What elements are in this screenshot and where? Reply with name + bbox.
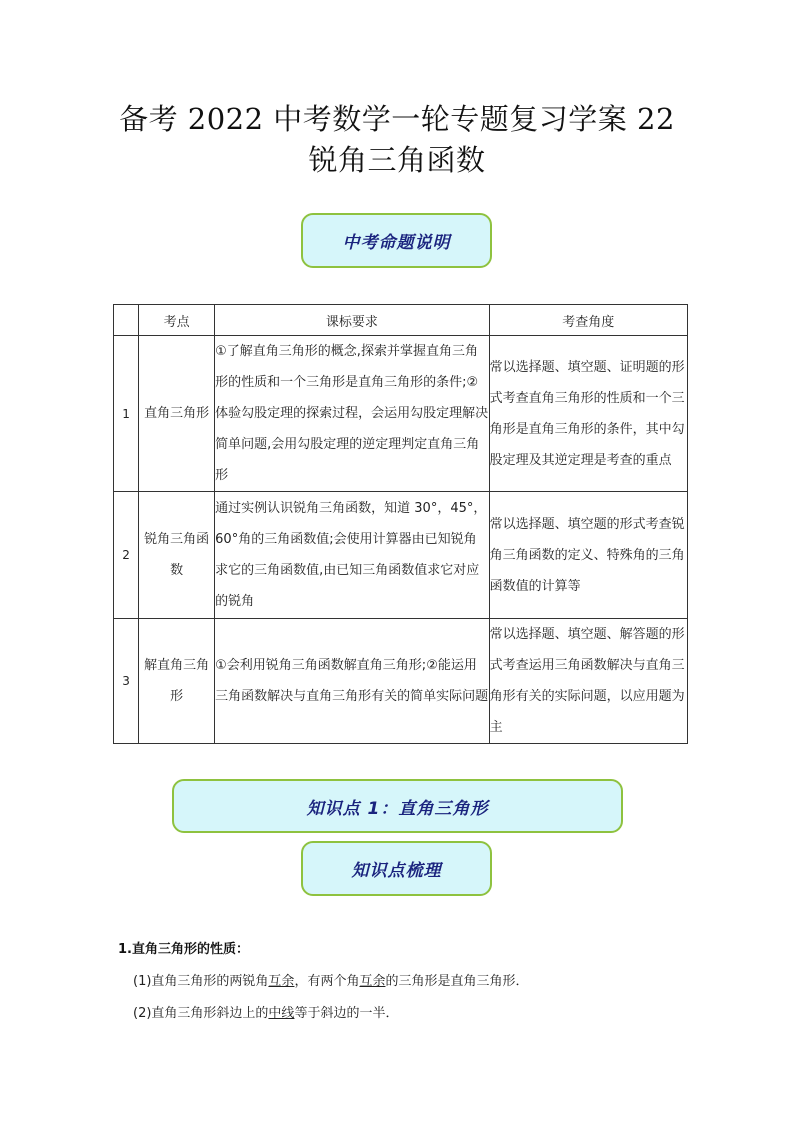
table-header-angle: 考查角度	[489, 305, 687, 336]
row-index: 3	[114, 619, 139, 744]
table-header-index	[114, 305, 139, 336]
table-header-requirement: 课标要求	[215, 305, 489, 336]
row-requirement: ①会利用锐角三角函数解直角三角形;②能运用三角函数解决与直角三角形有关的简单实际问题	[215, 619, 489, 744]
row-angle: 常以选择题、填空题、证明题的形式考查直角三角形的性质和一个三角形是直角三角形的条件，其中勾股定理及其逆定理是考查的重点	[489, 336, 687, 492]
property-paragraph-2	[133, 1002, 398, 1021]
document-title-line2: 锐角三角函数	[308, 143, 486, 177]
property-paragraph-1	[133, 970, 528, 989]
row-point: 直角三角形	[139, 336, 215, 492]
table-row	[114, 336, 688, 492]
p2-underlined-term: 中线	[268, 1006, 295, 1021]
row-requirement: 通过实例认识锐角三角函数，知道 30°，45°，60°角的三角函数值;会使用计算器由已知锐角求它的三角函数值,由已知三角函数值求它对应的锐角	[215, 492, 489, 619]
p1-text-a: (1)直角三角形的两锐角	[133, 974, 269, 989]
table-row	[114, 492, 688, 619]
p1-text-c: ，有两个角	[294, 974, 360, 989]
table-header-row	[114, 305, 688, 336]
table-row	[114, 619, 688, 744]
row-index: 2	[114, 492, 139, 619]
exam-note-banner: 中考命题说明	[301, 213, 492, 268]
row-index: 1	[114, 336, 139, 492]
p1-underlined-term-2: 互余	[359, 974, 386, 989]
row-point: 解直角三角形	[139, 619, 215, 744]
exam-spec-table	[113, 304, 688, 744]
p2-text-a: (2)直角三角形斜边上的	[133, 1006, 269, 1021]
table-header-point: 考点	[139, 305, 215, 336]
row-angle: 常以选择题、填空题、解答题的形式考查运用三角函数解决与直角三角形有关的实际问题，以应用题为主	[489, 619, 687, 744]
review-banner: 知识点梳理	[301, 841, 492, 896]
knowledge-point-banner: 知识点 1：直角三角形	[172, 779, 623, 833]
p1-underlined-term-1: 互余	[268, 974, 295, 989]
p2-text-c: 等于斜边的一半．	[294, 1006, 399, 1021]
document-title-line1: 备考 2022 中考数学一轮专题复习学案 22	[119, 102, 675, 136]
section-heading: 1.直角三角形的性质：	[118, 942, 249, 957]
row-angle: 常以选择题、填空题的形式考查锐角三角函数的定义、特殊角的三角函数值的计算等	[489, 492, 687, 619]
row-requirement: ①了解直角三角形的概念,探索并掌握直角三角形的性质和一个三角形是直角三角形的条件;②体验勾股定理的探索过程，会运用勾股定理解决简单问题,会用勾股定理的逆定理判定直角三角形	[215, 336, 489, 492]
row-point: 锐角三角函数	[139, 492, 215, 619]
p1-text-e: 的三角形是直角三角形．	[385, 974, 529, 989]
